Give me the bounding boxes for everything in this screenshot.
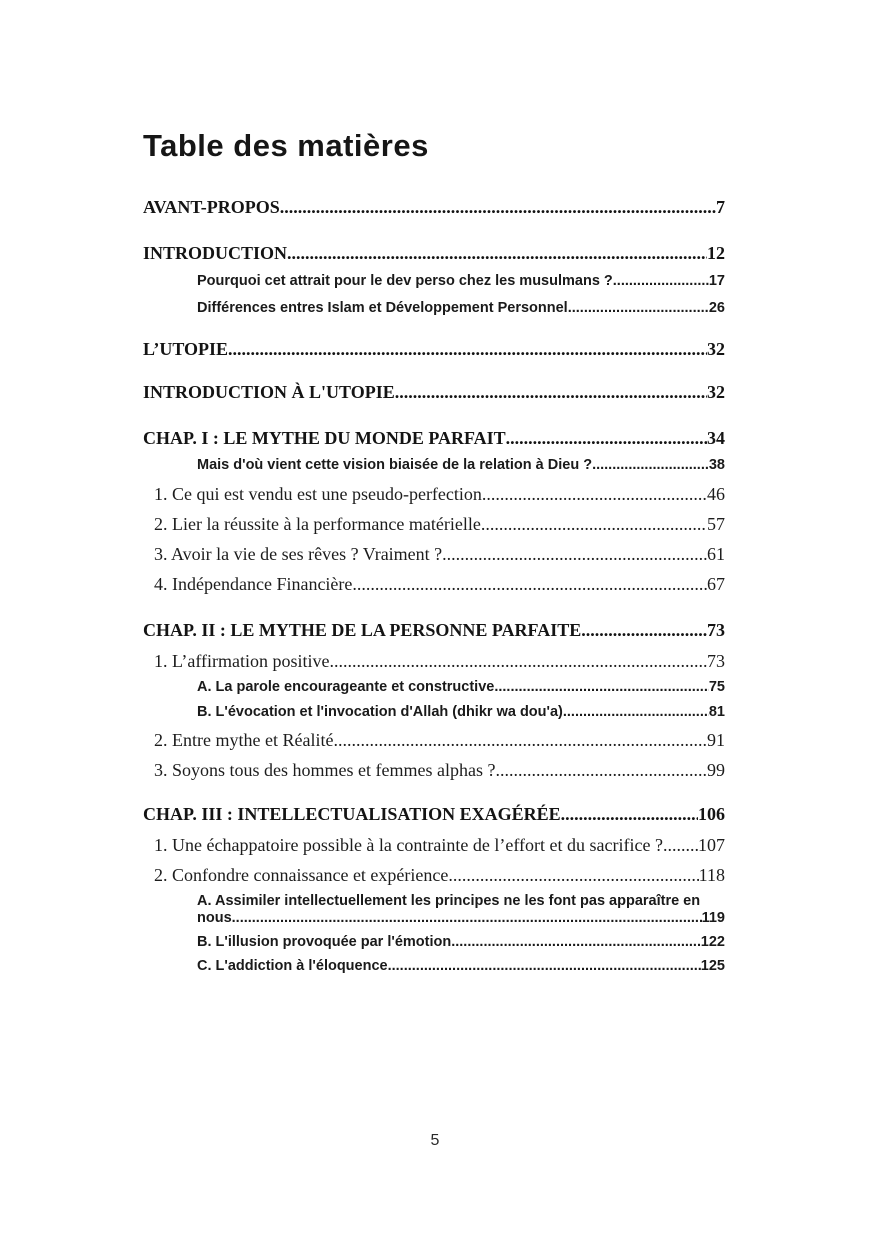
leader-dots bbox=[280, 197, 716, 217]
leader-dots bbox=[563, 704, 709, 721]
toc-entry-label: Différences entres Islam et Développement Personnel bbox=[197, 300, 568, 316]
toc-entry-page: 38 bbox=[708, 457, 725, 473]
toc-entry bbox=[143, 428, 725, 448]
toc-entry bbox=[154, 651, 725, 671]
toc-entry bbox=[197, 300, 725, 317]
toc-entry-page: 73 bbox=[707, 651, 725, 671]
page-title: Table des matières bbox=[143, 128, 429, 163]
toc-entry bbox=[143, 243, 725, 263]
toc-entry-page: 7 bbox=[716, 197, 725, 217]
toc-entry-label: 4. Indépendance Financière bbox=[154, 574, 353, 594]
toc-entry-label: L’UTOPIE bbox=[143, 339, 229, 359]
leader-dots bbox=[561, 804, 698, 824]
leader-dots bbox=[495, 760, 707, 780]
toc-entry-page: 125 bbox=[700, 958, 725, 974]
toc-entry-label: 1. Ce qui est vendu est une pseudo-perfection bbox=[154, 484, 482, 504]
leader-dots bbox=[663, 835, 698, 855]
toc-entry-page: 26 bbox=[708, 300, 725, 316]
toc-entry bbox=[154, 835, 725, 855]
toc-entry-label: CHAP. III : INTELLECTUALISATION EXAGÉRÉE bbox=[143, 804, 561, 824]
leader-dots bbox=[388, 958, 701, 975]
toc-entry bbox=[143, 197, 725, 217]
toc-entry-label: 3. Soyons tous des hommes et femmes alphas ? bbox=[154, 760, 496, 780]
toc-entry-label: B. L'évocation et l'invocation d'Allah (dhikr wa dou'a) bbox=[197, 704, 563, 720]
toc-entry bbox=[197, 457, 725, 474]
book-page bbox=[0, 128, 870, 1259]
toc-entry-page: 67 bbox=[707, 574, 725, 594]
toc-entry-page: 61 bbox=[707, 544, 725, 564]
leader-dots bbox=[352, 574, 707, 594]
toc-entry-page: 106 bbox=[698, 804, 725, 824]
leader-dots bbox=[482, 484, 707, 504]
toc-entry-label: AVANT-PROPOS bbox=[143, 197, 280, 217]
toc-entry bbox=[154, 484, 725, 504]
toc-entry-page: 57 bbox=[707, 514, 725, 534]
leader-dots bbox=[494, 679, 709, 696]
toc-entry bbox=[197, 958, 725, 975]
page-number: 5 bbox=[430, 1132, 440, 1149]
toc-entry bbox=[154, 574, 725, 594]
leader-dots bbox=[613, 273, 709, 290]
table-of-contents bbox=[143, 197, 725, 975]
toc-entry bbox=[197, 273, 725, 290]
toc-entry-label: Mais d'où vient cette vision biaisée de la relation à Dieu ? bbox=[197, 457, 593, 473]
toc-entry-page: 32 bbox=[707, 382, 725, 402]
toc-entry-label: 2. Entre mythe et Réalité bbox=[154, 730, 334, 750]
leader-dots bbox=[592, 457, 709, 474]
leader-dots bbox=[481, 514, 707, 534]
toc-entry-label: CHAP. II : LE MYTHE DE LA PERSONNE PARFAITE bbox=[143, 620, 582, 640]
leader-dots bbox=[395, 382, 707, 402]
toc-entry-page: 12 bbox=[707, 243, 725, 263]
leader-dots bbox=[442, 544, 707, 564]
leader-dots bbox=[451, 934, 701, 951]
toc-entry bbox=[143, 620, 725, 640]
toc-entry-page: 73 bbox=[707, 620, 725, 640]
toc-entry bbox=[154, 760, 725, 780]
toc-entry bbox=[197, 893, 725, 927]
toc-entry bbox=[143, 382, 725, 402]
leader-dots bbox=[232, 910, 702, 927]
toc-entry-label: A. La parole encourageante et constructive bbox=[197, 679, 495, 695]
leader-dots bbox=[287, 243, 707, 263]
toc-entry-continuation bbox=[197, 910, 725, 927]
toc-entry-label: INTRODUCTION bbox=[143, 243, 288, 263]
toc-entry-page: 91 bbox=[707, 730, 725, 750]
toc-entry-page: 122 bbox=[700, 934, 725, 950]
toc-entry-page: 118 bbox=[698, 865, 725, 885]
toc-entry bbox=[197, 679, 725, 696]
toc-entry bbox=[197, 704, 725, 721]
toc-entry-label: A. Assimiler intellectuellement les principes ne les font pas apparaître en bbox=[197, 893, 701, 909]
toc-entry bbox=[154, 514, 725, 534]
leader-dots bbox=[568, 300, 709, 317]
toc-entry bbox=[154, 730, 725, 750]
toc-entry-label: 2. Confondre connaissance et expérience bbox=[154, 865, 449, 885]
toc-entry-label: C. L'addiction à l'éloquence bbox=[197, 958, 388, 974]
toc-entry-page: 32 bbox=[707, 339, 725, 359]
toc-entry-label: 1. Une échappatoire possible à la contrainte de l’effort et du sacrifice ? bbox=[154, 835, 663, 855]
toc-entry-label: B. L'illusion provoquée par l'émotion bbox=[197, 934, 452, 950]
toc-entry-label: CHAP. I : LE MYTHE DU MONDE PARFAIT bbox=[143, 428, 506, 448]
toc-entry-page: 107 bbox=[698, 835, 725, 855]
toc-entry-label: 2. Lier la réussite à la performance matérielle bbox=[154, 514, 481, 534]
toc-entry-page: 99 bbox=[707, 760, 725, 780]
toc-entry bbox=[197, 934, 725, 951]
toc-entry-label: INTRODUCTION À L'UTOPIE bbox=[143, 382, 395, 402]
toc-entry-label: Pourquoi cet attrait pour le dev perso chez les musulmans ? bbox=[197, 273, 613, 289]
leader-dots bbox=[448, 865, 698, 885]
leader-dots bbox=[329, 651, 707, 671]
leader-dots bbox=[506, 428, 707, 448]
toc-entry-label: 3. Avoir la vie de ses rêves ? Vraiment ? bbox=[154, 544, 443, 564]
toc-entry bbox=[154, 865, 725, 885]
toc-entry-label: nous bbox=[197, 910, 232, 926]
toc-entry bbox=[143, 804, 725, 824]
toc-entry-page: 17 bbox=[708, 273, 725, 289]
leader-dots bbox=[228, 339, 707, 359]
toc-entry-page: 119 bbox=[701, 910, 725, 926]
toc-entry bbox=[143, 339, 725, 359]
toc-entry-page: 81 bbox=[708, 704, 725, 720]
toc-entry bbox=[154, 544, 725, 564]
leader-dots bbox=[581, 620, 707, 640]
toc-entry-page: 46 bbox=[707, 484, 725, 504]
toc-entry-label: 1. L’affirmation positive bbox=[154, 651, 330, 671]
toc-entry-page: 34 bbox=[707, 428, 725, 448]
leader-dots bbox=[333, 730, 707, 750]
toc-entry-page: 75 bbox=[708, 679, 725, 695]
